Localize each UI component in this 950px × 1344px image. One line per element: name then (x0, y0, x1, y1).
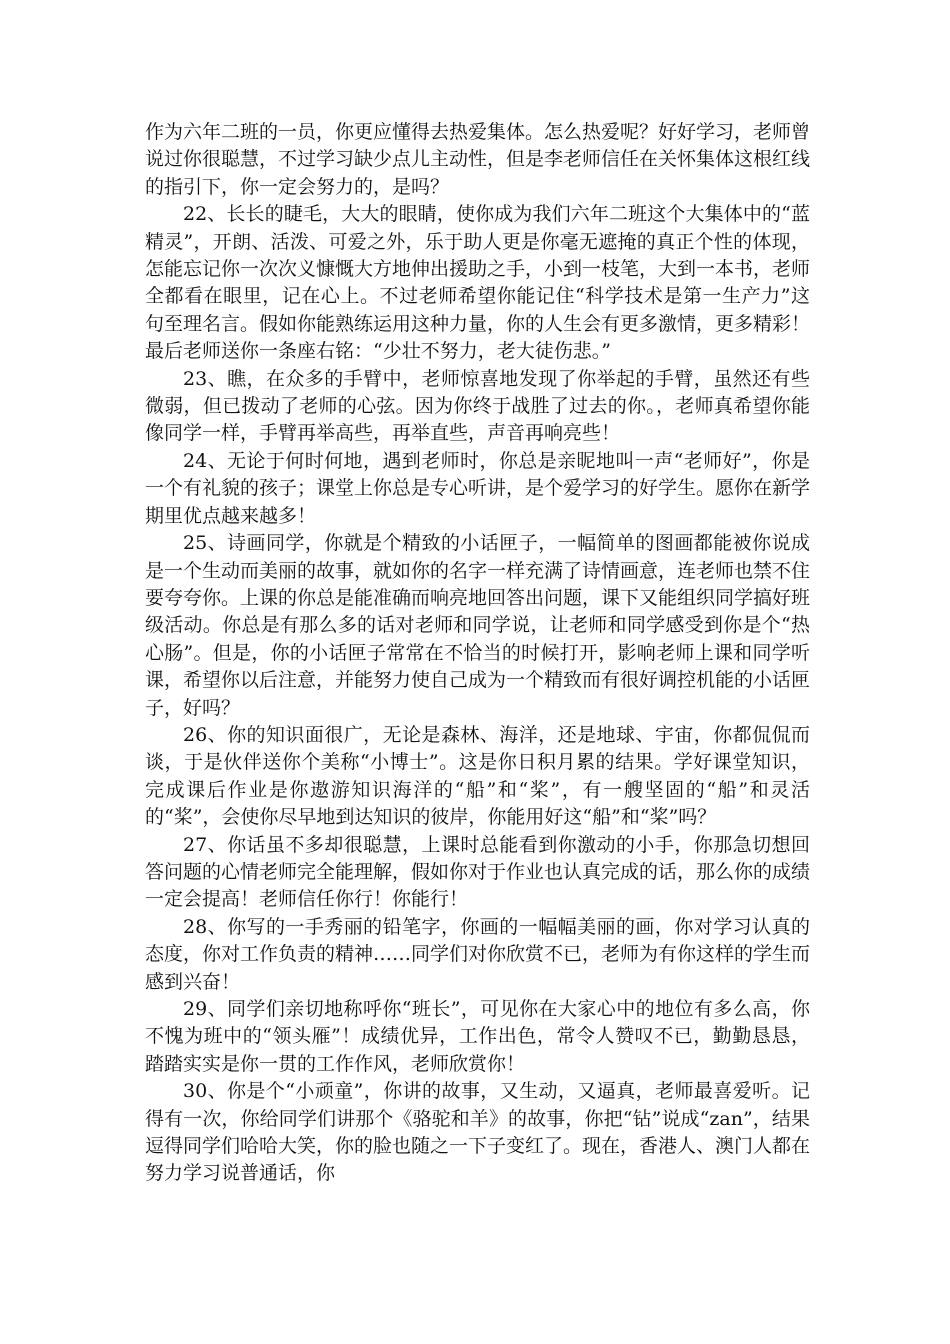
comment-paragraph-28: 28、你写的一手秀丽的铅笔字，你画的一幅幅美丽的画，你对学习认真的态度，你对工作负责的精神……同学们对你欣赏不已，老师为有你这样的学生而感到兴奋！ (145, 915, 811, 993)
comment-paragraph-26: 26、你的知识面很广，无论是森林、海洋，还是地球、宇宙，你都侃侃而谈，于是伙伴送你个美称“小博士”。这是你日积月累的结果。学好课堂知识，完成课后作业是你遨游知识海洋的“船”和“桨”，有一艘坚固的“船”和灵活的“桨”，会使你尽早地到达知识的彼岸，你能用好这“船”和“桨”吗？ (145, 723, 810, 829)
paragraph-continued: 作为六年二班的一员，你更应懂得去热爱集体。怎么热爱呢？好好学习，老师曾说过你很聪慧，不过学习缺少点儿主动性，但是李老师信任在关怀集体这根红线的指引下，你一定会努力的，是吗？ (145, 121, 811, 198)
document-body (145, 119, 810, 1188)
comment-paragraph-24: 24、无论于何时何地，遇到老师时，你总是亲昵地叫一声“老师好”，你是一个有礼貌的孩子；课堂上你总是专心听讲，是个爱学习的好学生。愿你在新学期里优点越来越多！ (145, 449, 811, 527)
comment-paragraph-23: 23、瞧，在众多的手臂中，老师惊喜地发现了你举起的手臂，虽然还有些微弱，但已拨动了老师的心弦。因为你终于战胜了过去的你。，老师真希望你能像同学一样，手臂再举高些，再举直些，声音再响亮些！ (145, 367, 810, 445)
comment-paragraph-27: 27、你话虽不多却很聪慧，上课时总能看到你激动的小手，你那急切想回答问题的心情老师完全能理解，假如你对于作业也认真完成的话，那么你的成绩一定会提高！老师信任你行！你能行！ (145, 833, 811, 911)
comment-paragraph-29: 29、同学们亲切地称呼你“班长”，可见你在大家心中的地位有多么高，你不愧为班中的“领头雁”！成绩优异，工作出色，常令人赞叹不已，勤勤恳恳，踏踏实实是你一贯的工作作风，老师欣赏你！ (145, 998, 810, 1075)
comment-paragraph-25: 25、诗画同学，你就是个精致的小话匣子，一幅简单的图画都能被你说成是一个生动而美丽的故事，就如你的名字一样充满了诗情画意，连老师也禁不住要夸夸你。上课的你总是能准确而响亮地回答出问题，课下又能组织同学搞好班级活动。你总是有那么多的话对老师和同学说，让老师和同学感受到你是个“热心肠”。但是，你的小话匣子常常在不恰当的时候打开，影响老师上课和同学听课，希望你以后注意，并能努力使自己成为一个精致而有很好调控机能的小话匣子，好吗？ (145, 532, 811, 719)
comment-paragraph-30: 30、你是个“小顽童”，你讲的故事，又生动，又逼真，老师最喜爱听。记得有一次，你给同学们讲那个《骆驼和羊》的故事，你把“钻”说成“zan”，结果逗得同学们哈哈大笑，你的脸也随之一下子变红了。现在，香港人、澳门人都在努力学习说普通话，你 (145, 1080, 811, 1185)
comment-paragraph-22: 22、长长的睫毛，大大的眼睛，使你成为我们六年二班这个大集体中的“蓝精灵”，开朗、活泼、可爱之外，乐于助人更是你毫无遮掩的真正个性的体现，怎能忘记你一次次义慷慨大方地伸出援助之手，小到一枝笔，大到一本书，老师全都看在眼里，记在心上。不过老师希望你能记住“科学技术是第一生产力”这句至理名言。假如你能熟练运用这种力量，你的人生会有更多激情，更多精彩！最后老师送你一条座右铭：“少壮不努力，老大徒伤悲。” (145, 203, 811, 363)
